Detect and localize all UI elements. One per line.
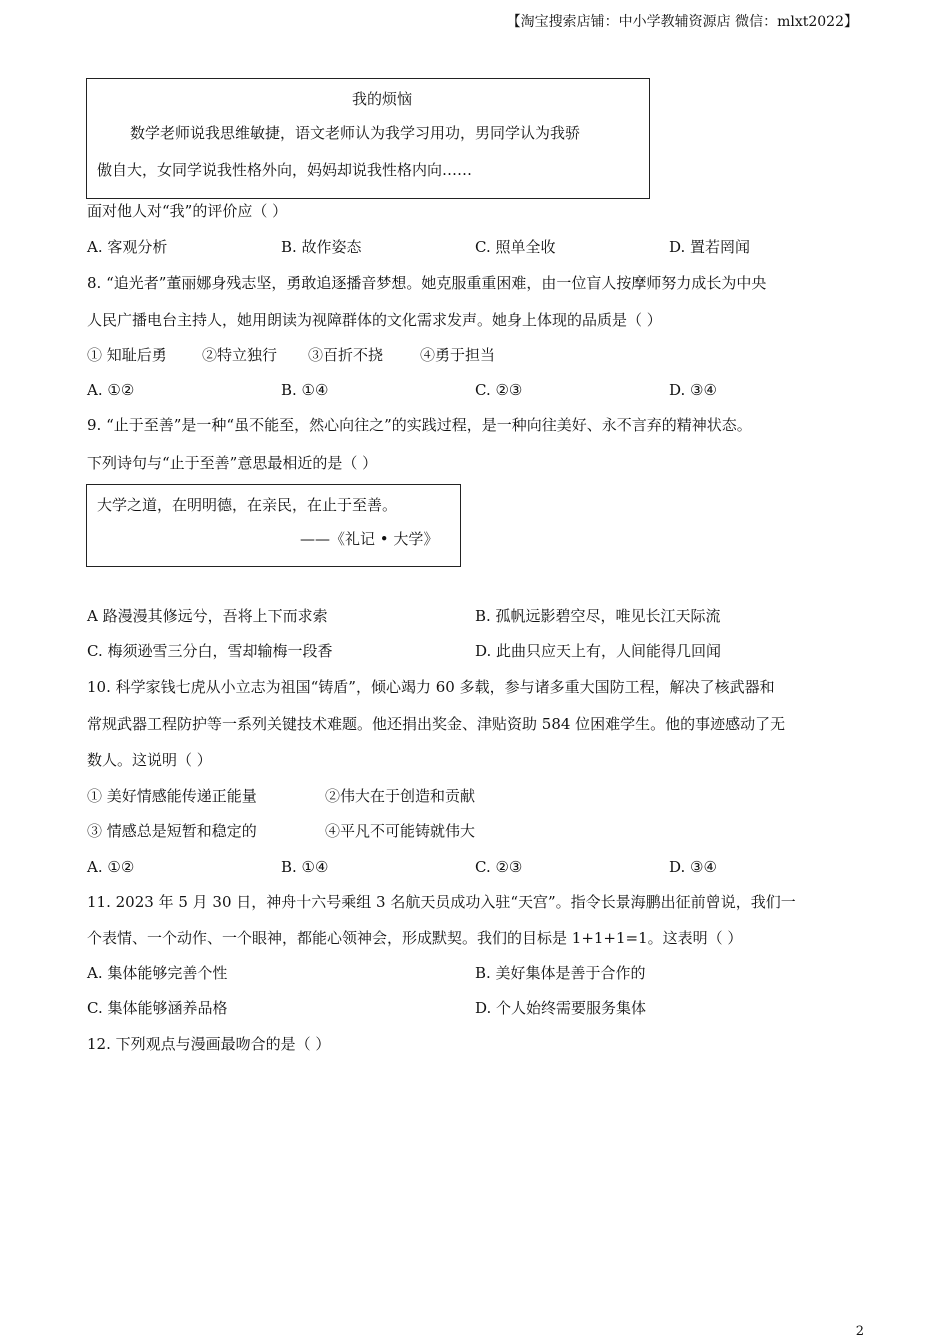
q9-option-a: A 路漫漫其修远兮，吾将上下而求索	[87, 607, 328, 625]
q10-statement-2: ②伟大在于创造和贡献	[325, 787, 476, 805]
q10-option-c: C. ②③	[475, 858, 523, 876]
q11-option-a: A. 集体能够完善个性	[87, 964, 228, 982]
q8-option-a: A. ①②	[87, 381, 135, 399]
q10-stem-line1: 10. 科学家钱七虎从小立志为祖国“铸盾”，倾心竭力 60 多载，参与诸多重大国防工程，解决了核武器和	[87, 678, 775, 696]
q8-option-d: D. ③④	[669, 381, 717, 399]
q7-stem: 面对他人对“我”的评价应（ ）	[87, 202, 288, 220]
q10-option-b: B. ①④	[281, 858, 329, 876]
q11-stem-line2: 个表情、一个动作、一个眼神，都能心领神会，形成默契。我们的目标是 1+1+1=1。这表明（ ）	[87, 929, 743, 947]
q10-stem-line2: 常规武器工程防护等一系列关键技术难题。他还捐出奖金、津贴资助 584 位困难学生。他的事迹感动了无	[87, 715, 786, 733]
q8-stem-line2: 人民广播电台主持人，她用朗读为视障群体的文化需求发声。她身上体现的品质是（ ）	[87, 311, 662, 329]
q10-option-d: D. ③④	[669, 858, 717, 876]
q11-stem-line1: 11. 2023 年 5 月 30 日，神舟十六号乘组 3 名航天员成功入驻“天宫”。指令长景海鹏出征前曾说，我们一	[87, 893, 796, 911]
q7-option-c: C. 照单全收	[475, 238, 556, 256]
q10-statement-4: ④平凡不可能铸就伟大	[325, 822, 476, 840]
q9-quote: 大学之道，在明明德，在亲民，在止于至善。	[97, 496, 398, 514]
q9-quote-source: ——《礼记 • 大学》	[300, 530, 439, 548]
q8-statement-4: ④勇于担当	[420, 346, 496, 364]
q8-statement-3: ③百折不挠	[308, 346, 384, 364]
q7-option-b: B. 故作姿态	[281, 238, 362, 256]
q9-option-c: C. 梅须逊雪三分白，雪却输梅一段香	[87, 642, 333, 660]
q9-stem-line2: 下列诗句与“止于至善”意思最相近的是（ ）	[87, 454, 378, 472]
q8-option-b: B. ①④	[281, 381, 329, 399]
page-header-shop-note: 【淘宝搜索店铺：中小学教辅资源店 微信：mlxt2022】	[506, 14, 858, 30]
q7-box-title: 我的烦恼	[352, 90, 413, 108]
q11-option-d: D. 个人始终需要服务集体	[475, 999, 647, 1017]
q10-statement-1: ① 美好情感能传递正能量	[87, 787, 257, 805]
q8-statement-2: ②特立独行	[202, 346, 278, 364]
q9-option-b: B. 孤帆远影碧空尽，唯见长江天际流	[475, 607, 721, 625]
q10-statement-3: ③ 情感总是短暂和稳定的	[87, 822, 257, 840]
q9-option-d: D. 此曲只应天上有，人间能得几回闻	[475, 642, 722, 660]
page-number: 2	[855, 1324, 864, 1339]
q11-option-c: C. 集体能够涵养品格	[87, 999, 228, 1017]
q10-option-a: A. ①②	[87, 858, 135, 876]
q7-option-d: D. 置若罔闻	[669, 238, 751, 256]
q7-option-a: A. 客观分析	[87, 238, 168, 256]
q10-stem-line3: 数人。这说明（ ）	[87, 751, 212, 769]
q11-option-b: B. 美好集体是善于合作的	[475, 964, 646, 982]
q8-statement-1: ① 知耻后勇	[87, 346, 167, 364]
q7-box-line2: 傲自大，女同学说我性格外向，妈妈却说我性格内向……	[97, 161, 473, 179]
q8-option-c: C. ②③	[475, 381, 523, 399]
q12-stem: 12. 下列观点与漫画最吻合的是（ ）	[87, 1035, 331, 1053]
q7-box-line1: 数学老师说我思维敏捷，语文老师认为我学习用功，男同学认为我骄	[130, 124, 581, 142]
q8-stem-line1: 8. “追光者”董丽娜身残志坚，勇敢追逐播音梦想。她克服重重困难，由一位盲人按摩师努力成长为中央	[87, 274, 767, 292]
q9-stem-line1: 9. “止于至善”是一种“虽不能至，然心向往之”的实践过程，是一种向往美好、永不言弃的精神状态。	[87, 416, 752, 434]
